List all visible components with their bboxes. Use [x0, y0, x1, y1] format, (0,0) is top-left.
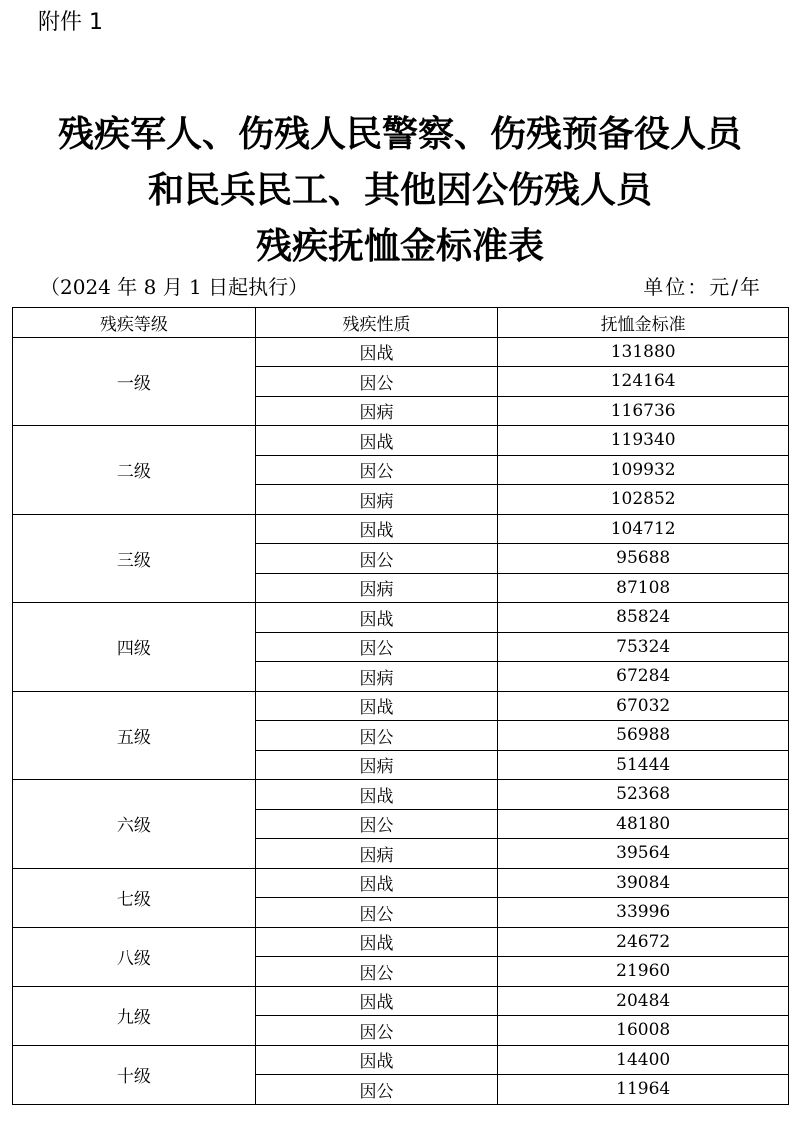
- table-row: [13, 337, 789, 367]
- nature-cell: 因战: [255, 1045, 498, 1075]
- table-row: [13, 691, 789, 721]
- nature-cell: 因公: [255, 1075, 498, 1105]
- nature-cell: 因病: [255, 396, 498, 426]
- amount-cell: 39564: [498, 839, 789, 869]
- document-title: [0, 106, 800, 274]
- grade-cell: 八级: [13, 927, 256, 986]
- table-row: [13, 780, 789, 810]
- table-row: [13, 927, 789, 957]
- pension-standard-table: [12, 307, 789, 1105]
- amount-cell: 14400: [498, 1045, 789, 1075]
- nature-cell: 因公: [255, 721, 498, 751]
- header-nature: 残疾性质: [255, 308, 498, 338]
- amount-cell: 67284: [498, 662, 789, 692]
- amount-cell: 131880: [498, 337, 789, 367]
- effective-date: （2024 年 8 月 1 日起执行）: [40, 275, 309, 299]
- amount-cell: 104712: [498, 514, 789, 544]
- grade-cell: 一级: [13, 337, 256, 426]
- amount-cell: 16008: [498, 1016, 789, 1046]
- amount-cell: 11964: [498, 1075, 789, 1105]
- nature-cell: 因公: [255, 809, 498, 839]
- title-line-3: 残疾抚恤金标准表: [255, 225, 544, 267]
- grade-cell: 九级: [13, 986, 256, 1045]
- nature-cell: 因病: [255, 485, 498, 515]
- amount-cell: 116736: [498, 396, 789, 426]
- table-row: [13, 514, 789, 544]
- nature-cell: 因公: [255, 632, 498, 662]
- title-line-2: 和民兵民工、其他因公伤残人员: [147, 169, 652, 211]
- amount-cell: 124164: [498, 367, 789, 397]
- table-row: [13, 603, 789, 633]
- amount-cell: 20484: [498, 986, 789, 1016]
- table-header-row: [13, 308, 789, 338]
- grade-cell: 七级: [13, 868, 256, 927]
- header-grade: 残疾等级: [13, 308, 256, 338]
- nature-cell: 因病: [255, 839, 498, 869]
- amount-cell: 85824: [498, 603, 789, 633]
- title-line-1: 残疾军人、伤残人民警察、伤残预备役人员: [57, 113, 742, 155]
- nature-cell: 因公: [255, 367, 498, 397]
- nature-cell: 因战: [255, 780, 498, 810]
- nature-cell: 因战: [255, 868, 498, 898]
- nature-cell: 因战: [255, 337, 498, 367]
- nature-cell: 因病: [255, 573, 498, 603]
- attachment-label: 附件 1: [38, 10, 103, 35]
- table-row: [13, 426, 789, 456]
- amount-cell: 75324: [498, 632, 789, 662]
- grade-cell: 五级: [13, 691, 256, 780]
- table-body: [13, 337, 789, 1104]
- unit-label: 单位：元/年: [643, 275, 762, 299]
- amount-cell: 48180: [498, 809, 789, 839]
- amount-cell: 119340: [498, 426, 789, 456]
- nature-cell: 因战: [255, 691, 498, 721]
- table-row: [13, 1045, 789, 1075]
- subtitle-row: [40, 272, 762, 302]
- table-row: [13, 868, 789, 898]
- nature-cell: 因战: [255, 986, 498, 1016]
- table-row: [13, 986, 789, 1016]
- amount-cell: 39084: [498, 868, 789, 898]
- nature-cell: 因公: [255, 957, 498, 987]
- nature-cell: 因公: [255, 898, 498, 928]
- nature-cell: 因公: [255, 455, 498, 485]
- nature-cell: 因战: [255, 927, 498, 957]
- amount-cell: 51444: [498, 750, 789, 780]
- grade-cell: 二级: [13, 426, 256, 515]
- amount-cell: 67032: [498, 691, 789, 721]
- header-amount: 抚恤金标准: [498, 308, 789, 338]
- nature-cell: 因公: [255, 544, 498, 574]
- amount-cell: 52368: [498, 780, 789, 810]
- nature-cell: 因战: [255, 426, 498, 456]
- nature-cell: 因公: [255, 1016, 498, 1046]
- amount-cell: 21960: [498, 957, 789, 987]
- amount-cell: 102852: [498, 485, 789, 515]
- amount-cell: 109932: [498, 455, 789, 485]
- amount-cell: 95688: [498, 544, 789, 574]
- grade-cell: 十级: [13, 1045, 256, 1104]
- amount-cell: 87108: [498, 573, 789, 603]
- grade-cell: 四级: [13, 603, 256, 692]
- grade-cell: 六级: [13, 780, 256, 869]
- amount-cell: 24672: [498, 927, 789, 957]
- nature-cell: 因战: [255, 514, 498, 544]
- nature-cell: 因病: [255, 662, 498, 692]
- nature-cell: 因战: [255, 603, 498, 633]
- amount-cell: 33996: [498, 898, 789, 928]
- nature-cell: 因病: [255, 750, 498, 780]
- grade-cell: 三级: [13, 514, 256, 603]
- amount-cell: 56988: [498, 721, 789, 751]
